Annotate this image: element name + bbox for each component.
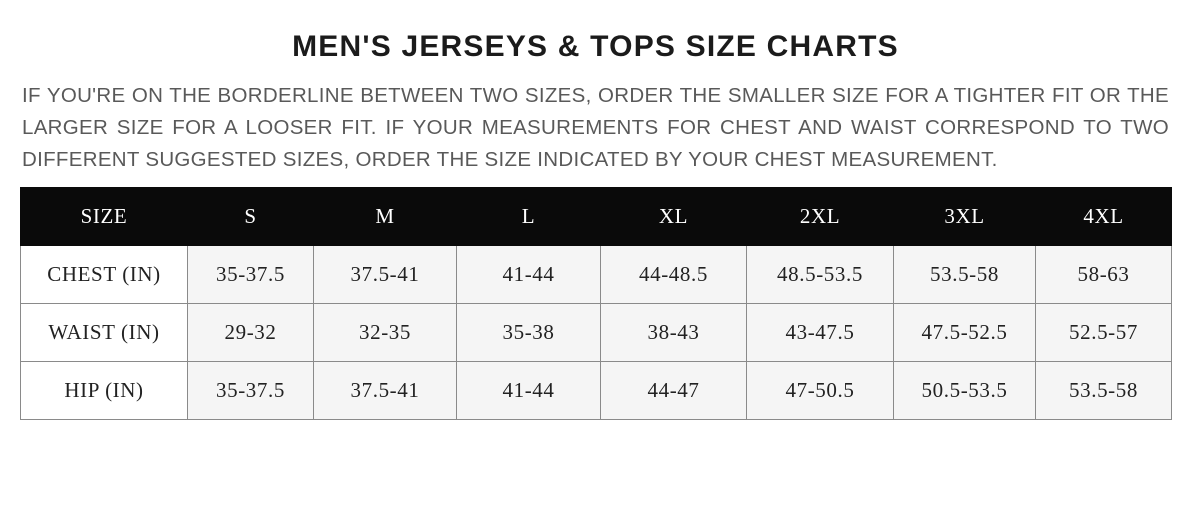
cell-chest-3xl: 53.5-58 [894,246,1036,304]
cell-waist-4xl: 52.5-57 [1036,304,1172,362]
cell-waist-xl: 38-43 [601,304,747,362]
page-title: MEN'S JERSEYS & TOPS SIZE CHARTS [292,30,899,63]
table-row [21,246,1172,304]
column-header-2xl: 2XL [747,188,894,246]
table-header-row [21,188,1172,246]
cell-hip-2xl: 47-50.5 [747,362,894,420]
cell-hip-m: 37.5-41 [314,362,457,420]
row-header-hip: HIP (IN) [21,362,188,420]
cell-chest-4xl: 58-63 [1036,246,1172,304]
cell-waist-m: 32-35 [314,304,457,362]
column-header-size: SIZE [21,188,188,246]
column-header-3xl: 3XL [894,188,1036,246]
cell-waist-3xl: 47.5-52.5 [894,304,1036,362]
column-header-m: M [314,188,457,246]
table-row [21,362,1172,420]
cell-chest-s: 35-37.5 [188,246,314,304]
cell-chest-2xl: 48.5-53.5 [747,246,894,304]
cell-hip-4xl: 53.5-58 [1036,362,1172,420]
row-header-chest: CHEST (IN) [21,246,188,304]
cell-chest-m: 37.5-41 [314,246,457,304]
cell-waist-2xl: 43-47.5 [747,304,894,362]
cell-waist-l: 35-38 [457,304,601,362]
row-header-waist: WAIST (IN) [21,304,188,362]
cell-hip-l: 41-44 [457,362,601,420]
cell-waist-s: 29-32 [188,304,314,362]
cell-chest-l: 41-44 [457,246,601,304]
column-header-l: L [457,188,601,246]
cell-hip-xl: 44-47 [601,362,747,420]
column-header-xl: XL [601,188,747,246]
column-header-s: S [188,188,314,246]
cell-hip-3xl: 50.5-53.5 [894,362,1036,420]
cell-hip-s: 35-37.5 [188,362,314,420]
size-chart-table [20,187,1172,420]
cell-chest-xl: 44-48.5 [601,246,747,304]
table-row [21,304,1172,362]
intro-paragraph: IF YOU'RE ON THE BORDERLINE BETWEEN TWO SIZES, ORDER THE SMALLER SIZE FOR A TIGHTER FIT OR THE LARGER SIZE FOR A LOOSER FIT. IF YOUR MEASUREMENTS FOR CHEST AND WAIST CORRESPOND TO TWO DIFFERENT SUGGESTED SIZES, ORDER THE SIZE INDICATED BY YOUR CHEST MEASUREMENT. [22,84,1169,171]
column-header-4xl: 4XL [1036,188,1172,246]
